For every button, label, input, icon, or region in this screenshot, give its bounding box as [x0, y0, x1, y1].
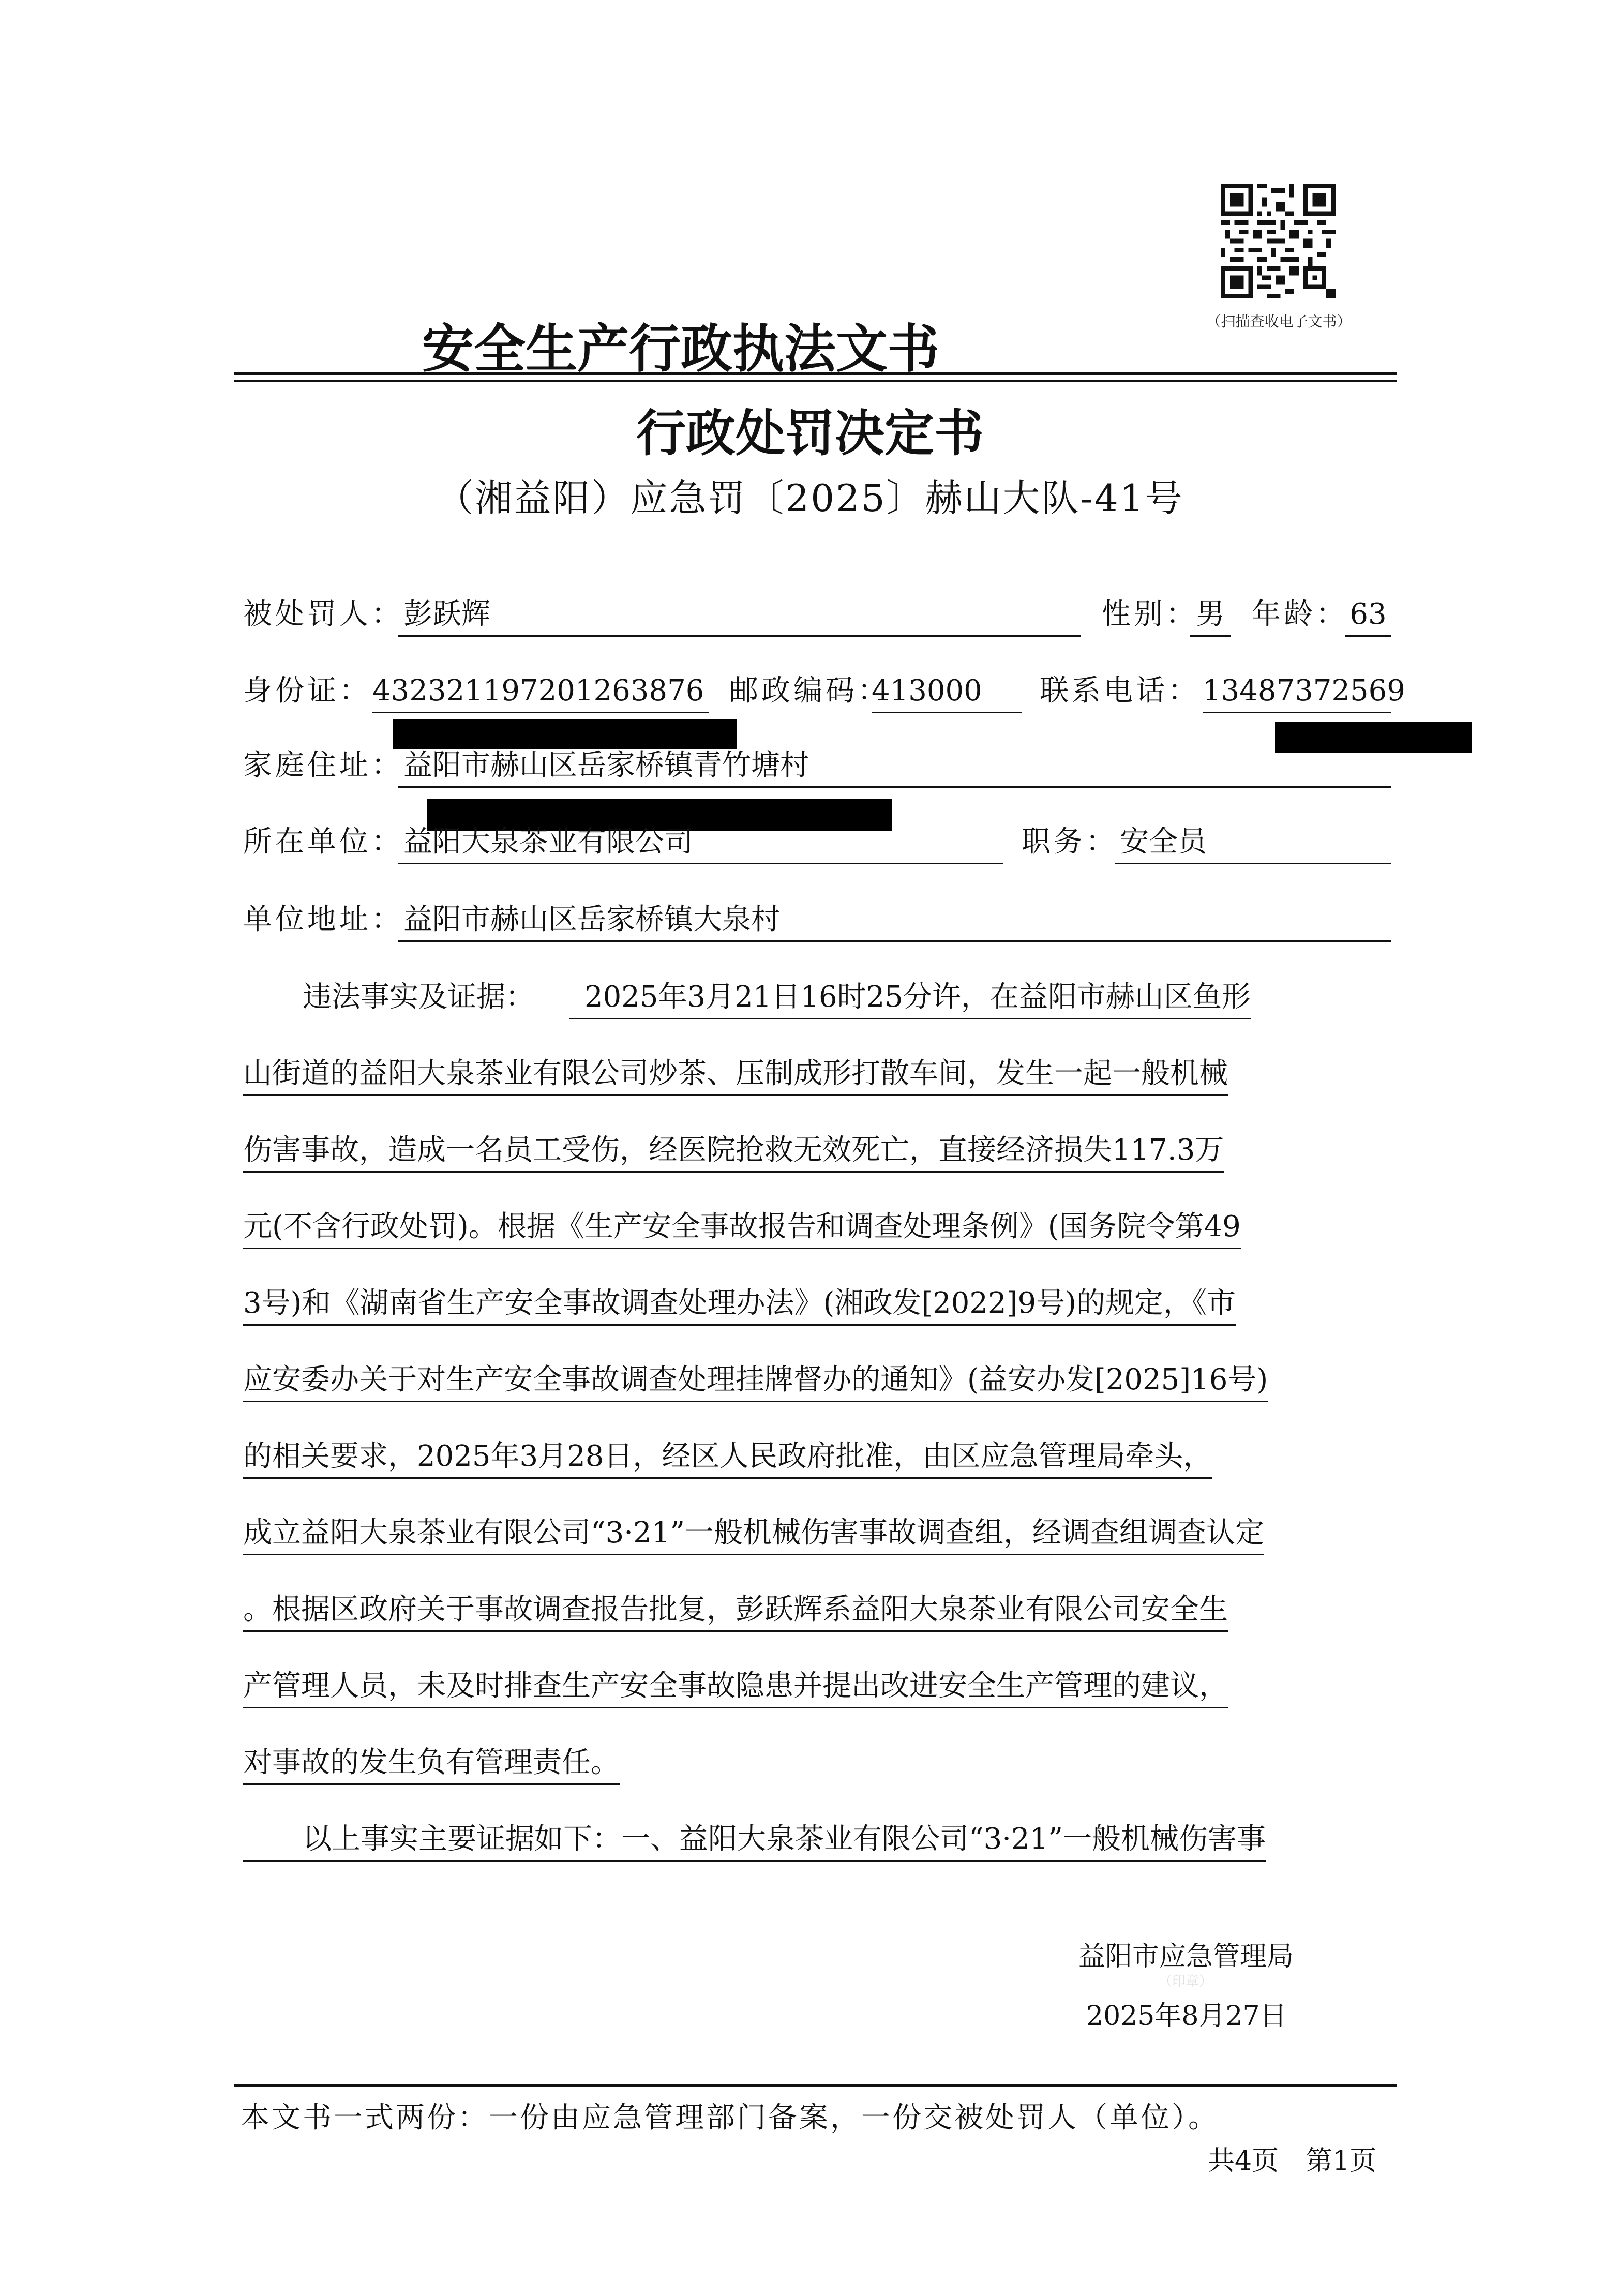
- employer-value: 益阳大泉茶业有限公司: [403, 825, 693, 859]
- facts-line: 3号)和《湖南省生产安全事故调查处理办法》(湘政发[2022]9号)的规定，《市: [243, 1283, 1236, 1326]
- age-label: 年龄：: [1252, 597, 1348, 631]
- document-title: 行政处罚决定书: [636, 404, 984, 462]
- employer-address-value: 益阳市赫山区岳家桥镇大泉村: [403, 903, 780, 936]
- facts-line: 的相关要求，2025年3月28日，经区人民政府批准，由区应急管理局牵头，: [243, 1436, 1212, 1479]
- facts-line: 元(不含行政处罚)。根据《生产安全事故报告和调查处理条例》(国务院令第49: [243, 1206, 1241, 1249]
- postcode-value: 413000: [872, 674, 982, 708]
- facts-line: 产管理人员，未及时排查生产安全事故隐患并提出改进安全生产管理的建议，: [243, 1665, 1228, 1708]
- employer-label: 所在单位：: [243, 825, 403, 859]
- employer-address-field: [398, 899, 1391, 942]
- position-value: 安全员: [1120, 825, 1207, 859]
- facts-line: 。根据区政府关于事故调查报告批复，彭跃辉系益阳大泉茶业有限公司安全生: [243, 1589, 1228, 1632]
- postcode-field: [872, 670, 1022, 713]
- phone-value: 13487372569: [1203, 674, 1405, 708]
- name-value: 彭跃辉: [403, 597, 490, 631]
- employer-field: [398, 821, 1003, 864]
- issuing-authority: 益阳市应急管理局: [1078, 1941, 1294, 1972]
- address-label: 家庭住址：: [243, 748, 403, 782]
- age-value: 63: [1349, 597, 1387, 631]
- evidence-line: 以上事实主要证据如下：一、益阳大泉茶业有限公司“3·21”一般机械伤害事: [243, 1819, 1266, 1862]
- address-value: 益阳市赫山区岳家桥镇青竹塘村: [403, 748, 809, 782]
- facts-line: 应安委办关于对生产安全事故调查处理挂牌督办的通知》(益安办发[2025]16号): [243, 1359, 1268, 1402]
- position-label: 职务：: [1022, 825, 1118, 859]
- footer-note: 本文书一式两份：一份由应急管理部门备案，一份交被处罚人（单位）。: [241, 2101, 1219, 2135]
- issue-date: 2025年8月27日: [1086, 2001, 1287, 2032]
- employer-address-label: 单位地址：: [243, 903, 403, 936]
- phone-field: [1203, 670, 1405, 713]
- address-field: [398, 745, 1391, 788]
- facts-line: 2025年3月21日16时25分许，在益阳市赫山区鱼形: [569, 977, 1251, 1019]
- page-indicator: 共4页 第1页: [1208, 2145, 1377, 2177]
- footer-rule: [234, 2084, 1397, 2087]
- seal-text: （印章）: [1159, 1974, 1213, 1989]
- qr-caption: （扫描查收电子文书）: [1206, 313, 1352, 330]
- facts-line: 伤害事故，造成一名员工受伤，经医院抢救无效死亡，直接经济损失117.3万: [243, 1130, 1224, 1173]
- position-field: [1115, 821, 1391, 864]
- id-label: 身份证：: [243, 674, 371, 708]
- facts-line: 对事故的发生负有管理责任。: [243, 1742, 620, 1785]
- document-category-title: 安全生产行政执法文书: [422, 318, 939, 379]
- gender-value: 男: [1196, 597, 1225, 631]
- facts-label: 违法事实及证据：: [303, 980, 534, 1014]
- header-rule-top: [234, 372, 1397, 375]
- facts-line: 山街道的益阳大泉茶业有限公司炒茶、压制成形打散车间，发生一起一般机械: [243, 1053, 1228, 1096]
- age-field: [1345, 594, 1391, 637]
- id-field: [372, 670, 709, 713]
- postcode-label: 邮政编码：: [729, 674, 890, 708]
- id-value: 432321197201263876: [372, 674, 704, 708]
- document-number: （湘益阳）应急罚〔2025〕赫山大队-41号: [436, 476, 1184, 520]
- qr-code-icon: [1221, 184, 1336, 298]
- facts-line: 成立益阳大泉茶业有限公司“3·21”一般机械伤害事故调查组，经调查组调查认定: [243, 1512, 1264, 1555]
- gender-field: [1190, 594, 1231, 637]
- name-label: 被处罚人：: [243, 597, 403, 631]
- name-field: [398, 594, 1081, 637]
- phone-label: 联系电话：: [1040, 674, 1200, 708]
- header-rule-bottom: [234, 380, 1397, 382]
- gender-label: 性别：: [1102, 597, 1198, 631]
